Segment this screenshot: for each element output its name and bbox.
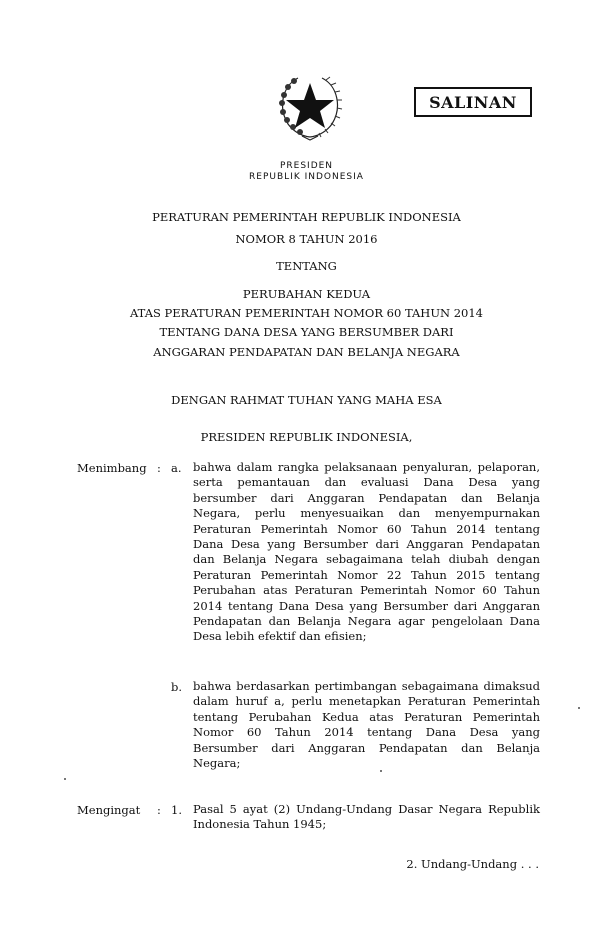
menimbang-a-line: serta pemantauan dan evaluasi Dana Desa yang <box>193 475 540 490</box>
scan-speck <box>380 770 382 772</box>
mengingat-1-marker: 1. <box>171 803 182 817</box>
subject-line-2: ATAS PERATURAN PEMERINTAH NOMOR 60 TAHUN 2014 <box>129 306 483 320</box>
menimbang-a-line: Peraturan Pemerintah Nomor 60 Tahun 2014 tentang <box>193 521 540 536</box>
menimbang-a-line: bersumber dari Anggaran Pendapatan dan Belanja <box>193 490 540 505</box>
menimbang-b-marker: b. <box>171 680 183 694</box>
menimbang-label: Menimbang <box>77 461 147 475</box>
regulation-title: PERATURAN PEMERINTAH REPUBLIK INDONESIA <box>152 210 461 224</box>
mengingat-1-line: Indonesia Tahun 1945; <box>193 817 327 832</box>
menimbang-a-text <box>193 460 540 645</box>
scan-speck <box>578 707 580 709</box>
mengingat-1-line: Pasal 5 ayat (2) Undang-Undang Dasar Negara Republik <box>193 802 540 816</box>
subject-line-4: ANGGARAN PENDAPATAN DAN BELANJA NEGARA <box>153 345 460 359</box>
menimbang-b-line: Bersumber dari Anggaran Pendapatan dan Belanja <box>193 740 540 755</box>
mengingat-label: Mengingat <box>77 803 141 817</box>
rahmat-line: DENGAN RAHMAT TUHAN YANG MAHA ESA <box>171 393 442 407</box>
menimbang-a-line: Desa lebih efektif dan efisien; <box>193 629 367 644</box>
menimbang-a-line: dan Belanja Negara sebagaimana telah diubah dengan <box>193 552 540 567</box>
menimbang-b-line: Nomor 60 Tahun 2014 tentang Dana Desa yang <box>193 725 540 740</box>
menimbang-a-line: bahwa dalam rangka pelaksanaan penyaluran, pelaporan, <box>193 460 540 474</box>
menimbang-b-text <box>193 679 540 771</box>
subject-line-1: PERUBAHAN KEDUA <box>242 287 371 301</box>
menimbang-a-line: Peraturan Pemerintah Nomor 22 Tahun 2015 tentang <box>193 567 540 582</box>
presidential-emblem-icon <box>268 70 352 144</box>
tentang-heading: TENTANG <box>276 259 337 273</box>
mengingat-colon: : <box>157 803 161 817</box>
menimbang-b-line: Negara; <box>193 755 241 770</box>
header-republik: REPUBLIK INDONESIA <box>249 172 364 182</box>
menimbang-a-line: Pendapatan dan Belanja Negara agar pengelolaan Dana <box>193 613 540 628</box>
presiden-line: PRESIDEN REPUBLIK INDONESIA, <box>200 430 413 444</box>
salinan-stamp: SALINAN <box>414 87 532 117</box>
menimbang-a-marker: a. <box>171 461 182 475</box>
menimbang-b-line: dalam huruf a, perlu menetapkan Peraturan Pemerintah <box>193 694 540 709</box>
menimbang-colon: : <box>157 461 161 475</box>
menimbang-b-line: tentang Perubahan Kedua atas Peraturan Pemerintah <box>193 709 540 724</box>
menimbang-a-line: 2014 tentang Dana Desa yang Bersumber dari Anggaran <box>193 598 540 613</box>
continuation-footer: 2. Undang-Undang . . . <box>406 857 539 871</box>
subject-line-3: TENTANG DANA DESA YANG BERSUMBER DARI <box>159 325 454 339</box>
header-presiden: PRESIDEN <box>279 161 334 171</box>
menimbang-a-line: Perubahan atas Peraturan Pemerintah Nomor 60 Tahun <box>193 583 540 598</box>
menimbang-a-line: Negara, perlu menyesuaikan dan menyempurnakan <box>193 506 540 521</box>
mengingat-1-text <box>193 802 540 833</box>
regulation-number: NOMOR 8 TAHUN 2016 <box>235 232 378 246</box>
menimbang-b-line: bahwa berdasarkan pertimbangan sebagaimana dimaksud <box>193 679 540 693</box>
scan-speck <box>64 778 66 780</box>
menimbang-a-line: Dana Desa yang Bersumber dari Anggaran Pendapatan <box>193 536 540 551</box>
